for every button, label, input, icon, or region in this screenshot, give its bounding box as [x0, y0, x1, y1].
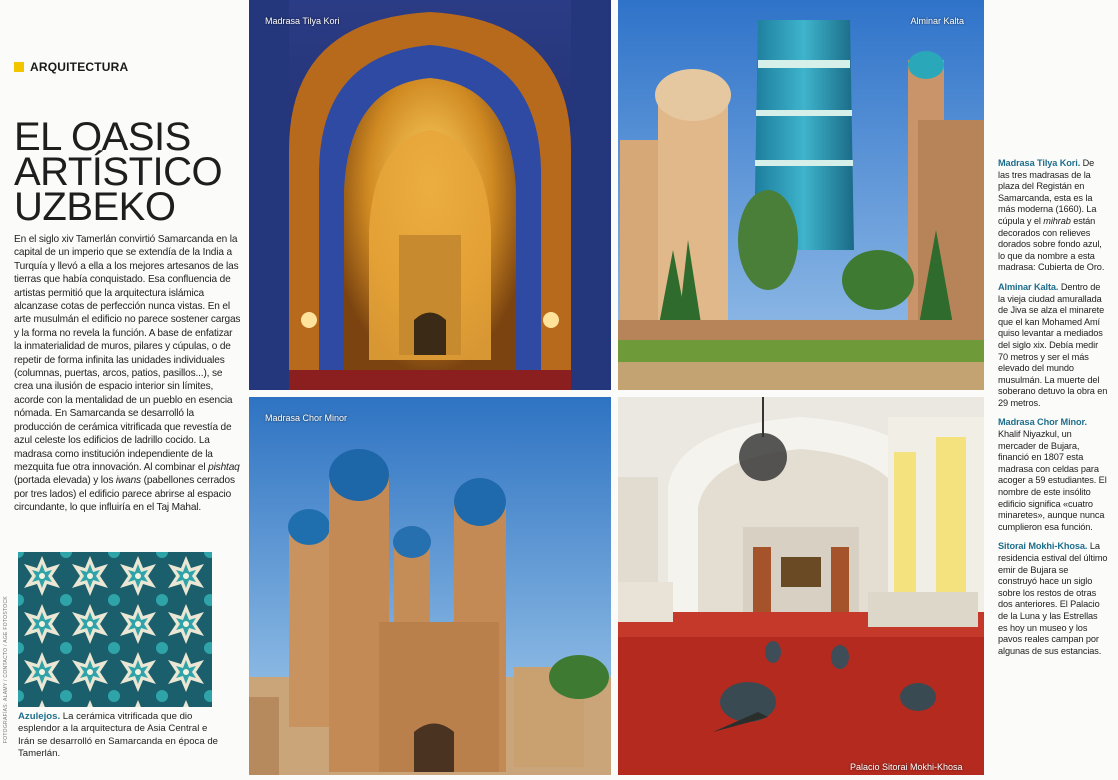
entry-kalta-text: Dentro de la vieja ciudad amurallada de Jiva se alza el minarete que el kan Mohamed Amí quiso levantar a mediados del siglo xix. Debía medir 70 metros y ser el más elevado del mundo musulmán. La muerte del soberano detuvo la obra en 29 metros. — [998, 281, 1108, 408]
entry-kalta-heading: Alminar Kalta. — [998, 281, 1059, 292]
photo-label-chor: Madrasa Chor Minor — [265, 413, 348, 423]
sitorai-image — [618, 397, 984, 775]
intro-part-1: En el siglo xiv Tamerlán convirtió Samarcanda en la capital de un imperio que se extendía de la India a Turquía y llevó a ella a los mejores artesanos de las tierras que había conquistado. Esa confluencia de artistas permitió que la arquitectura islámica alcanzase cotas de perfección nunca vistas. En el arte musulmán el edificio no parece sostener cargas y la forma no revela la función. A base de enfatizar la inmaterialidad de muros, pilares y cúpulas, o de repetir de forma infinita las unidades individuales (columnas, puertas, arcos, patios, pasillos...), se crea una ilusión de espacio interior sin límites, acorde con la mentalidad de un pueblo en esencia nómada. En Samarcanda se desarrolló la producción de cerámica vitrificada que revestía de azul celeste los edificios de ladrillo cocido. La madrasa como institución independiente de la mezquita fue otra innovación. Al combinar el — [14, 234, 241, 473]
photo-sitorai — [618, 397, 984, 775]
entry-sitorai-heading: Sitorai Mokhi-Khosa. — [998, 541, 1088, 552]
entry-tilya-text-1: De las tres madrasas de la plaza del Registán en Samarcanda, esta es la más moderna (1660). La cúpula y el — [998, 158, 1097, 226]
photo-tilya-kori — [249, 0, 611, 390]
left-column — [14, 60, 242, 515]
entry-kalta — [998, 282, 1108, 410]
tile-caption — [18, 711, 218, 761]
right-column — [998, 158, 1108, 665]
tilya-kori-image — [249, 0, 611, 390]
section-tag — [14, 60, 242, 74]
tile-photo — [18, 552, 212, 707]
photo-credit: FOTOGRAFÍAS: ALAMY / CONTACTO / AGE FOTOSTOCK — [3, 596, 9, 744]
entry-chor-heading: Madrasa Chor Minor. — [998, 417, 1087, 428]
entry-chor-minor — [998, 417, 1108, 533]
entry-sitorai-text: La residencia estival del último emir de Bujara se construyó hace un siglo sobre los restos de otras dos anteriores. El Palacio de la Luna y las Estrellas es hoy un museo y los pavos reales campan por algunas de sus estancias. — [998, 541, 1108, 656]
article-title — [14, 115, 242, 229]
alminar-kalta-image — [618, 0, 984, 390]
photo-chor-minor — [249, 397, 611, 775]
section-square-icon — [14, 62, 24, 72]
tile-pattern-image — [18, 552, 212, 707]
photo-label-tilya: Madrasa Tilya Kori — [265, 16, 340, 26]
title-line-3: UZBEKO — [14, 185, 176, 229]
intro-text — [14, 233, 242, 515]
intro-part-2: (portada elevada) y los — [14, 475, 116, 487]
intro-part-3: (pabellones cerrados por tres lados) el edificio parece abrirse al espacio circundante, lo que influiría en el Taj Mahal. — [14, 475, 235, 514]
entry-tilya-heading: Madrasa Tilya Kori. — [998, 158, 1081, 168]
section-label: ARQUITECTURA — [30, 60, 129, 74]
tile-caption-text: La cerámica vitrificada que dio esplendor a la arquitectura de Asia Central e Irán se desarrolló en Samarcanda en época de Tamerlán. — [18, 711, 218, 760]
tile-caption-heading: Azulejos. — [18, 711, 61, 722]
entry-sitorai — [998, 541, 1108, 657]
title-line-1: EL OASIS — [14, 115, 191, 159]
intro-pishtaq: pishtaq — [208, 461, 240, 473]
entry-tilya-mihrab: mihrab — [1043, 215, 1071, 226]
entry-tilya-text-2: están decorados con relieves dorados sobre fondo azul, lo que da nombre a esta madrasa: Cubierta de Oro. — [998, 215, 1105, 273]
photo-alminar-kalta — [618, 0, 984, 390]
entry-chor-text: Khalif Niyazkul, un mercader de Bujara, financió en 1807 esta madrasa con celdas para acoger a 59 estudiantes. El nombre de este insólito edificio significa «cuatro minaretes», aunque nunca cumplieron esa función. — [998, 429, 1107, 532]
photo-label-sitorai: Palacio Sitorai Mokhi-Khosa — [850, 762, 963, 772]
chor-minor-image — [249, 397, 611, 775]
intro-iwans: iwans — [115, 475, 141, 487]
entry-tilya-kori — [998, 158, 1108, 274]
photo-label-kalta: Alminar Kalta — [910, 16, 964, 26]
title-line-2: ARTÍSTICO — [14, 150, 223, 194]
